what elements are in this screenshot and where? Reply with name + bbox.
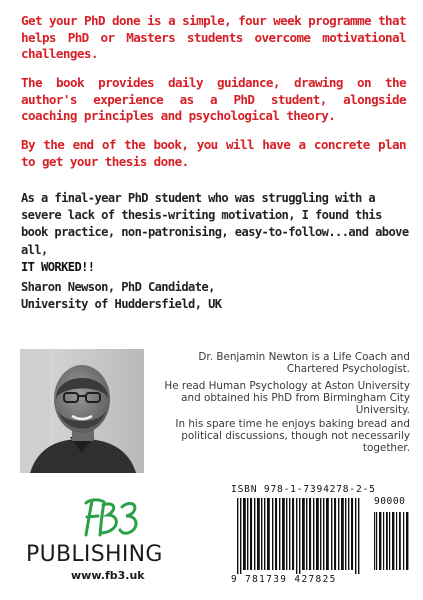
fb3-script-icon (80, 497, 142, 541)
author-bio-hobbies: In his spare time he enjoys baking bread and political discussions, though not necessarily together. (175, 418, 410, 454)
review-attribution-name: Sharon Newson, PhD Candidate, (21, 280, 215, 294)
publisher-name: PUBLISHING (26, 542, 163, 567)
author-photo-illustration (20, 349, 144, 473)
blurb-paragraph-2: The book provides daily guidance, drawing on the author's experience as a PhD student, alongside coaching principles and psychological theory. (21, 75, 406, 123)
author-bio-intro: Dr. Benjamin Newton is a Life Coach and Chartered Psychologist. (198, 351, 410, 375)
publisher-logo (18, 497, 188, 593)
review-attribution-org: University of Huddersfield, UK (21, 297, 222, 311)
blurb-paragraph-3: By the end of the book, you will have a concrete plan to get your thesis done. (21, 137, 406, 169)
review-quote (21, 190, 413, 276)
isbn-label: ISBN 978-1-7394278-2-5 (231, 484, 376, 495)
isbn-barcode (231, 485, 413, 586)
blurb-paragraph-1: Get your PhD done is a simple, four week programme that helps PhD or Masters students overcome motivational challenges. (21, 13, 406, 61)
review-emphasis: IT WORKED!! (21, 259, 95, 274)
author-photo (20, 349, 144, 473)
publisher-logo-mark (80, 497, 142, 547)
publisher-url: www.fb3.uk (71, 569, 145, 582)
review-quote-text: As a final-year PhD student who was struggling with a severe lack of thesis-writing motivation, I found this book practice, non-patronising, easy-to-follow...and above all, (21, 191, 409, 257)
barcode-price-code: 90000 (374, 496, 406, 507)
author-bio-education: He read Human Psychology at Aston University and obtained his PhD from Birmingham City University. (164, 380, 410, 416)
barcode-ean-number: 9 781739 427825 (231, 574, 337, 585)
barcode-bars (231, 498, 413, 574)
